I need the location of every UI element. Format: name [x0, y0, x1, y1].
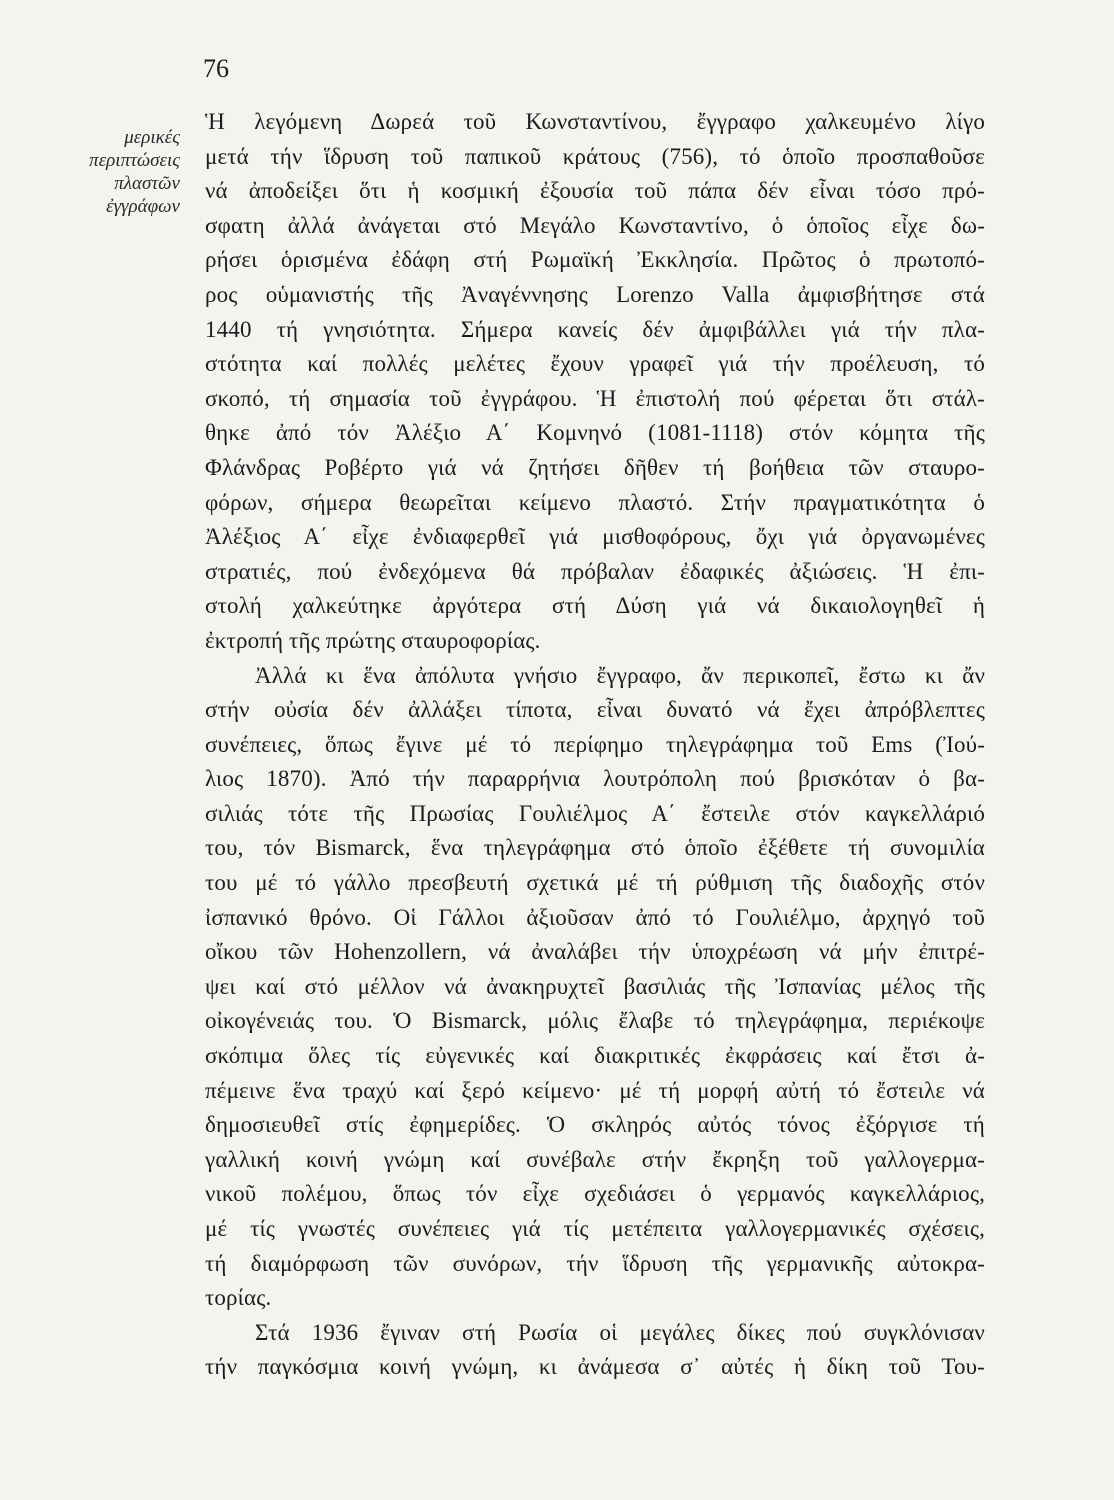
text-line: γαλλική κοινή γνώμη καί συνέβαλε στήν ἔκρηξη τοῦ γαλλογερμα- [205, 1146, 985, 1172]
margin-note [40, 126, 180, 218]
text-line: δημοσιευθεῖ στίς ἐφημερίδες. Ὁ σκληρός αὐτός τόνος ἐξόργισε τή [205, 1112, 985, 1138]
paragraph [205, 659, 985, 1316]
text-line: τή διαμόρφωση τῶν συνόρων, τήν ἵδρυση τῆς γερμανικῆς αὐτοκρα- [205, 1250, 985, 1276]
text-line: ψει καί στό μέλλον νά ἀνακηρυχτεῖ βασιλιάς τῆς Ἰσπανίας μέλος τῆς [205, 973, 985, 999]
text-line: 1440 τή γνησιότητα. Σήμερα κανείς δέν ἀμφιβάλλει γιά τήν πλα- [205, 316, 985, 342]
text-line: τορίας. [205, 1285, 272, 1311]
text-line: στήν οὐσία δέν ἀλλάξει τίποτα, εἶναι δυνατό νά ἔχει ἀπρόβλεπτες [205, 697, 985, 723]
text-line: σφατη ἀλλά ἀνάγεται στό Μεγάλο Κωνσταντίνο, ὁ ὁποῖος εἶχε δω- [205, 212, 985, 238]
paragraph [205, 1316, 985, 1385]
text-line: στολή χαλκεύτηκε ἀργότερα στή Δύση γιά νά δικαιολογηθεῖ ἡ [205, 593, 985, 619]
text-line: Ἡ λεγόμενη Δωρεά τοῦ Κωνσταντίνου, ἔγγραφο χαλκευμένο λίγο [205, 109, 985, 134]
text-line: πέμεινε ἕνα τραχύ καί ξερό κείμενο· μέ τή μορφή αὐτή τό ἔστειλε νά [205, 1077, 985, 1103]
text-line: μετά τήν ἵδρυση τοῦ παπικοῦ κράτους (756), τό ὁποῖο προσπαθοῦσε [205, 143, 985, 169]
text-line: Στά 1936 ἔγιναν στή Ρωσία οἱ μεγάλες δίκες πού συγκλόνισαν [255, 1319, 985, 1345]
margin-note-line: περιπτώσεις [89, 150, 180, 171]
text-line: ρος οὑμανιστής τῆς Ἀναγέννησης Lorenzo Valla ἀμφισβήτησε στά [205, 281, 985, 307]
margin-note-line: ἐγγράφων [106, 196, 180, 217]
text-line: λιος 1870). Ἀπό τήν παραρρήνια λουτρόπολη πού βρισκόταν ὁ βα- [205, 766, 985, 792]
text-line: τήν παγκόσμια κοινή γνώμη, κι ἀνάμεσα σ᾽ αὐτές ἡ δίκη τοῦ Του- [205, 1354, 985, 1380]
text-line: φόρων, σήμερα θεωρεῖται κείμενο πλαστό. Στήν πραγματικότητα ὁ [205, 489, 985, 515]
margin-note-line: μερικές [124, 127, 180, 148]
text-line: ἰσπανικό θρόνο. Οἱ Γάλλοι ἀξιοῦσαν ἀπό τό Γουλιέλμο, ἀρχηγό τοῦ [205, 904, 985, 930]
text-line: ρήσει ὁρισμένα ἐδάφη στή Ρωμαϊκή Ἐκκλησία. Πρῶτος ὁ πρωτοπό- [205, 247, 985, 273]
text-line: ἐκτροπή τῆς πρώτης σταυροφορίας. [205, 627, 541, 653]
margin-note-line: πλαστῶν [114, 173, 180, 194]
text-line: Φλάνδρας Ροβέρτο γιά νά ζητήσει δῆθεν τή βοήθεια τῶν σταυρο- [205, 454, 985, 480]
text-line: συνέπειες, ὅπως ἔγινε μέ τό περίφημο τηλεγράφημα τοῦ Ems (Ἰού- [205, 731, 985, 757]
text-line: οἰκογένειάς του. Ὁ Bismarck, μόλις ἔλαβε τό τηλεγράφημα, περιέκοψε [205, 1008, 985, 1034]
text-line: Ἀλλά κι ἕνα ἀπόλυτα γνήσιο ἔγγραφο, ἄν περικοπεῖ, ἔστω κι ἄν [255, 662, 985, 688]
text-line: του, τόν Bismarck, ἕνα τηλεγράφημα στό ὁποῖο ἐξέθετε τή συνομιλία [205, 835, 985, 861]
text-line: νά ἀποδείξει ὅτι ἡ κοσμική ἐξουσία τοῦ πάπα δέν εἶναι τόσο πρό- [205, 178, 985, 204]
text-line: οἴκου τῶν Hohenzollern, νά ἀναλάβει τήν ὑποχρέωση νά μήν ἐπιτρέ- [205, 939, 985, 965]
text-line: μέ τίς γνωστές συνέπειες γιά τίς μετέπειτα γαλλογερμανικές σχέσεις, [205, 1216, 985, 1241]
text-line: σκόπιμα ὅλες τίς εὐγενικές καί διακριτικές ἐκφράσεις καί ἔτσι ἀ- [205, 1043, 985, 1069]
body-text [205, 105, 985, 1385]
page-number: 76 [203, 54, 229, 83]
text-line: νικοῦ πολέμου, ὅπως τόν εἶχε σχεδιάσει ὁ γερμανός καγκελλάριος, [205, 1181, 985, 1207]
paragraph [205, 105, 985, 659]
text-line: σιλιάς τότε τῆς Πρωσίας Γουλιέλμος Α΄ ἔστειλε στόν καγκελλάριό [205, 800, 985, 826]
text-line: Ἀλέξιος Α΄ εἶχε ἐνδιαφερθεῖ γιά μισθοφόρους, ὄχι γιά ὀργανωμένες [205, 524, 985, 550]
text-line: του μέ τό γάλλο πρεσβευτή σχετικά μέ τή ρύθμιση τῆς διαδοχῆς στόν [205, 870, 985, 896]
text-line: σκοπό, τή σημασία τοῦ ἐγγράφου. Ἡ ἐπιστολή πού φέρεται ὅτι στάλ- [205, 385, 985, 411]
text-line: θηκε ἀπό τόν Ἀλέξιο Α΄ Κομνηνό (1081-1118) στόν κόμητα τῆς [205, 420, 985, 446]
text-line: στρατιές, πού ἐνδεχόμενα θά πρόβαλαν ἐδαφικές ἀξιώσεις. Ἡ ἐπι- [205, 558, 985, 584]
text-line: στότητα καί πολλές μελέτες ἔχουν γραφεῖ γιά τήν προέλευση, τό [205, 351, 985, 377]
